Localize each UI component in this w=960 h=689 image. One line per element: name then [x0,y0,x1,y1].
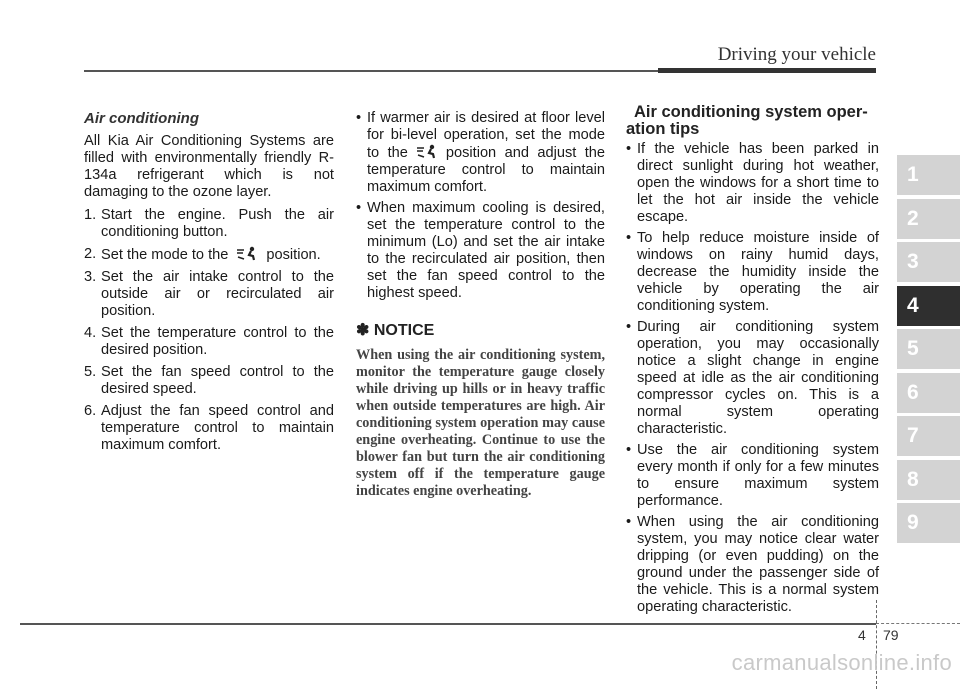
bullet-marker: • [626,141,632,157]
notice-body: When using the air conditioning system, monitor the temperature gauge closely while driving up hills or in heavy traffic when outside temperatures are high. Air conditioning system operation may cause engine overheating. Continue to use the blower fan but turn the air conditioning system off if the temperature gauge indicates engine overheating. [356,347,605,499]
notice-title: NOTICE [373,322,435,339]
chapter-tabs [897,155,960,547]
chapter-tab-5[interactable]: 5 [897,329,960,369]
bullet-marker: • [626,514,632,530]
bi-level-mode-icon [235,246,259,261]
tip-bullet [626,141,879,226]
step-text: Adjust the fan speed control and temperature control to maintain maximum comfort. [101,403,334,453]
bullet-marker: • [626,230,632,246]
chapter-tab-3[interactable]: 3 [897,242,960,282]
chapter-tab-1[interactable]: 1 [897,155,960,195]
tip-bullet [626,319,879,438]
heading-line-1: Air conditioning system oper- [634,103,868,121]
tip-bullet [356,110,605,196]
step-text: Start the engine. Push the air conditioning button. [101,207,334,240]
footer-rule [20,623,876,625]
bullet-text-after-icon: position and adjust the temperature control to maintain maximum comfort. [367,145,605,195]
notice-icon: ✽ [356,322,370,339]
step-number: 3. [84,269,97,285]
left-column [84,110,334,459]
tip-bullet [626,442,879,510]
step-text-after-icon: position. [266,247,321,263]
step-item [84,364,334,398]
step-text: Set the air intake control to the outside air or recirculated air position. [101,269,334,319]
notice-heading [356,322,605,339]
bullet-marker: • [356,110,362,126]
chapter-tab-7[interactable]: 7 [897,416,960,456]
bullet-text-before-icon: If warmer air is desired at floor level for bi-level operation, set the mode to the [367,110,605,161]
step-item [84,325,334,359]
footer-rule-dashed [876,623,960,624]
step-text-before-icon: Set the mode to the [101,247,229,263]
tip-bullet [626,514,879,616]
step-number: 5. [84,364,97,380]
step-item [84,403,334,454]
header-rule-accent [658,68,876,73]
step-number: 6. [84,403,97,419]
chapter-tab-4[interactable]: 4 [897,286,960,326]
chapter-tab-2[interactable]: 2 [897,199,960,239]
watermark: carmanualsonline.info [731,650,952,675]
bullet-marker: • [626,319,632,335]
step-item [84,207,334,241]
page-header-title: Driving your vehicle [717,44,876,65]
intro-paragraph: All Kia Air Conditioning Systems are filled with environmentally friendly R-134a refrigerant which is not damaging to the ozone layer. [84,133,334,200]
step-number: 1. [84,207,97,223]
operation-tips-heading [626,104,879,138]
bullet-text: To help reduce moisture inside of windows on rainy humid days, decrease the humidity inside the vehicle by operating the air conditioning system. [637,230,879,314]
step-text: Set the temperature control to the desired position. [101,325,334,358]
air-conditioning-heading: Air conditioning [84,110,199,127]
bullet-text: When maximum cooling is desired, set the temperature control to the minimum (Lo) and set the air intake to the recirculated air position, then set the fan speed control to the highest speed. [367,200,605,301]
bullet-text: Use the air conditioning system every month if only for a few minutes to ensure maximum system performance. [637,442,879,509]
footer-chapter-number: 4 [858,627,866,643]
step-number: 4. [84,325,97,341]
bi-level-mode-icon [415,144,439,159]
bullet-marker: • [356,200,362,216]
right-column [626,103,879,620]
step-item [84,246,334,264]
step-item [84,269,334,320]
bullet-text: If the vehicle has been parked in direct sunlight during hot weather, open the windows for a short time to let the hot air inside the vehicle escape. [637,141,879,225]
step-text: Set the fan speed control to the desired speed. [101,364,334,397]
bullet-text: When using the air conditioning system, you may notice clear water dripping (or even pudding) on the ground under the passenger side of the vehicle. This is a normal system operating characteristic. [637,514,879,615]
bullet-text: During air conditioning system operation, you may occasionally notice a slight change in engine speed at idle as the air conditioning compressor cycles on. This is a normal system operating characteristic. [637,319,879,437]
chapter-tab-6[interactable]: 6 [897,373,960,413]
step-number: 2. [84,246,97,262]
tip-bullet [626,230,879,315]
tip-bullet [356,200,605,302]
chapter-tab-8[interactable]: 8 [897,460,960,500]
heading-line-2: ation tips [626,120,700,138]
chapter-tab-9[interactable]: 9 [897,503,960,543]
footer-page-number: 79 [883,627,899,643]
bullet-marker: • [626,442,632,458]
middle-column [356,110,605,500]
